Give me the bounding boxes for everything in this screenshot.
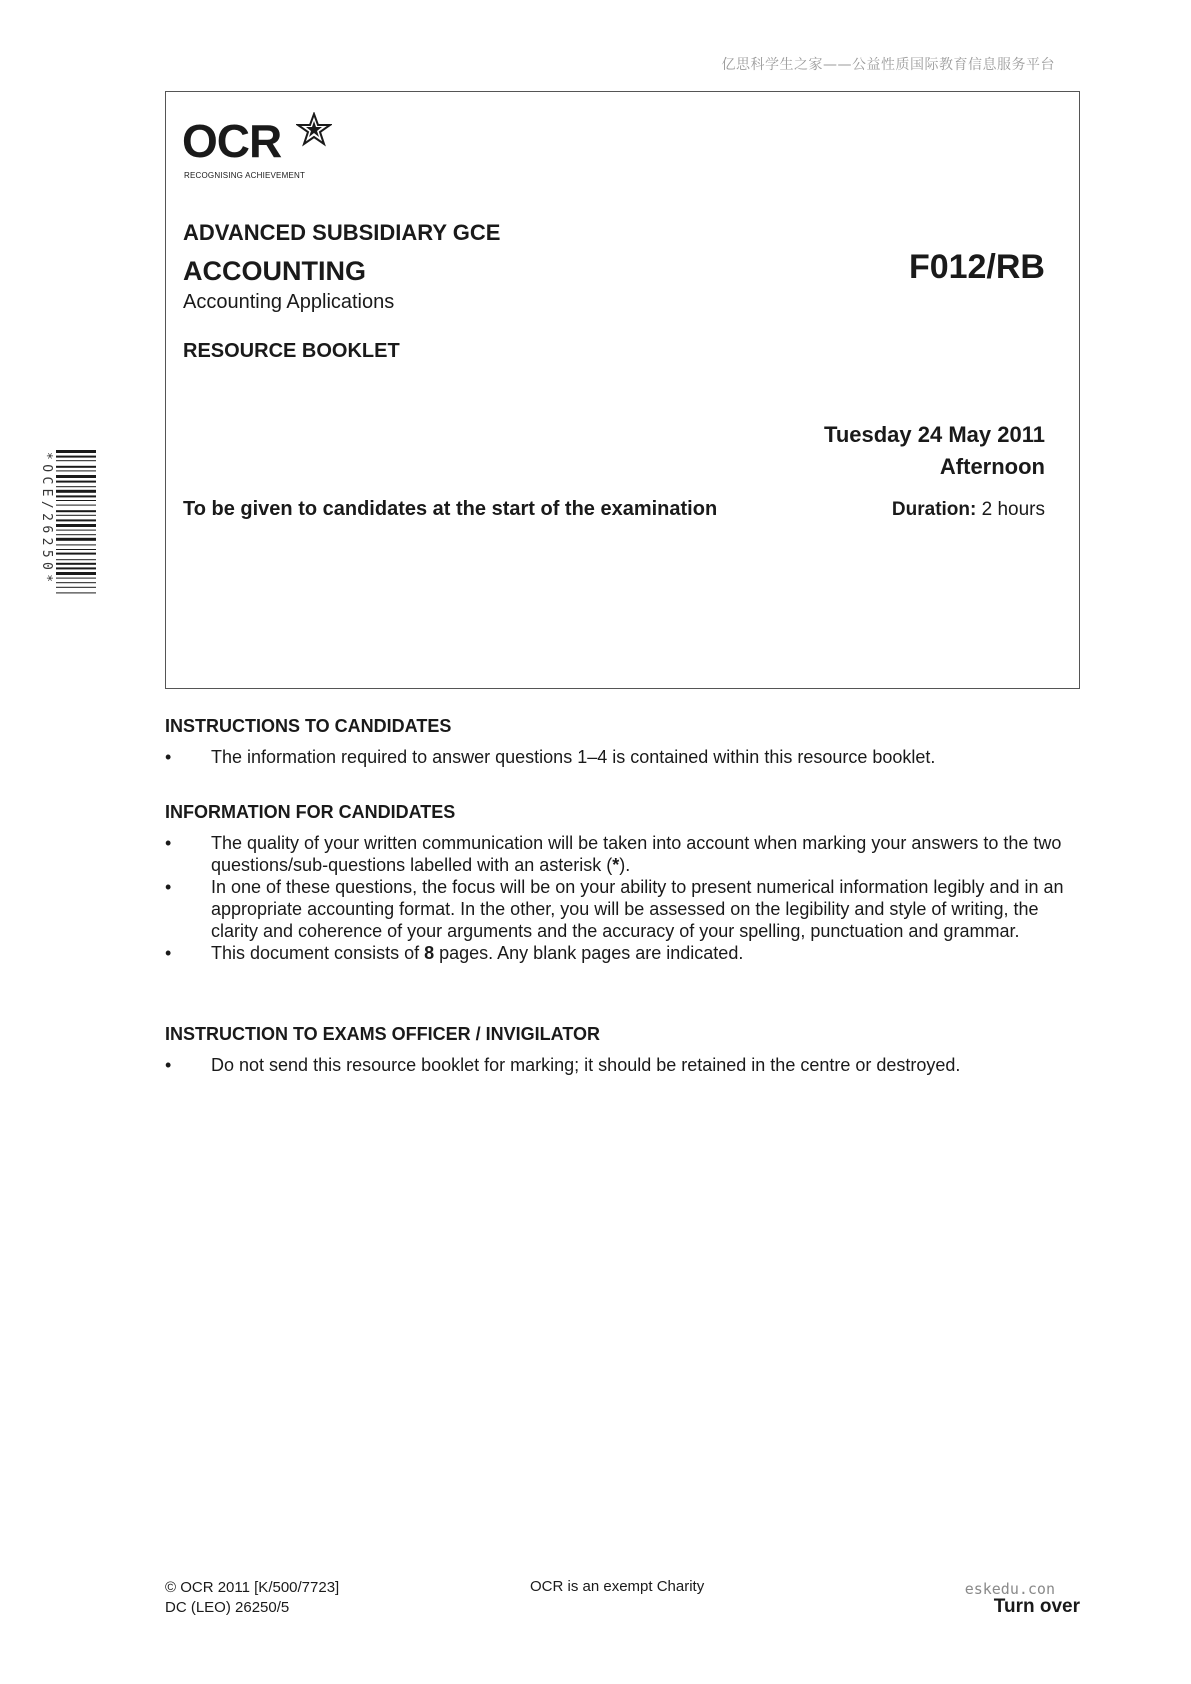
asterisk-mark: *: [612, 855, 620, 875]
barcode-bar: [56, 486, 96, 487]
barcode-bar: [56, 592, 96, 593]
exam-date: Tuesday 24 May 2011: [824, 422, 1045, 447]
barcode-bar: [56, 582, 96, 583]
barcode-bar: [56, 481, 96, 483]
barcode-bar: [56, 475, 96, 478]
barcode-text: *OCE/26250*: [39, 452, 54, 587]
ocr-logo: [182, 115, 342, 186]
duration-value: 2 hours: [981, 499, 1045, 520]
list-item: [165, 876, 1085, 942]
duration-label: Duration:: [891, 499, 977, 520]
barcode-bar: [56, 460, 96, 461]
barcode-bar: [56, 505, 96, 506]
bullet-glyph: •: [165, 943, 172, 963]
barcode-bar: [56, 519, 96, 521]
bullet-glyph: •: [165, 1055, 172, 1075]
barcode-bar: [56, 553, 96, 555]
list-item: [165, 832, 1085, 876]
unit-title: Accounting Applications: [183, 291, 395, 313]
turn-over: Turn over: [993, 1596, 1080, 1617]
subject-title: ACCOUNTING: [183, 256, 366, 286]
bullet-glyph: •: [165, 877, 172, 897]
given-notice: To be given to candidates at the start of the examination: [183, 498, 718, 520]
exam-session: Afternoon: [939, 454, 1045, 479]
officer-text: Do not send this resource booklet for marking; it should be retained in the centre or destroyed.: [211, 1055, 961, 1075]
qualification-title: ADVANCED SUBSIDIARY GCE: [183, 220, 501, 245]
barcode-bar: [56, 495, 96, 497]
information-list: [165, 832, 1085, 964]
paper-code: F012/RB: [908, 248, 1045, 286]
instructions-list: [165, 746, 1085, 768]
barcode-bar: [56, 500, 96, 501]
information-text: The quality of your written communication will be taken into account when marking your answers to the two questions/sub-questions labelled with an asterisk (*).: [211, 833, 1062, 875]
instruction-text: The information required to answer questions 1–4 is contained within this resource booklet.: [211, 747, 936, 767]
barcode-bar: [56, 530, 96, 531]
barcode-bar: [56, 538, 96, 541]
charity-note: OCR is an exempt Charity: [530, 1578, 705, 1595]
reference-line: DC (LEO) 26250/5: [165, 1599, 290, 1616]
list-item: [165, 1054, 1085, 1076]
barcode-bar: [56, 544, 96, 545]
bullet-glyph: •: [165, 747, 172, 767]
barcode-bar: [56, 567, 96, 569]
barcode-bar: [56, 510, 96, 512]
copyright-line: © OCR 2011 [K/500/7723]: [165, 1579, 340, 1596]
footer-copyright-block: [165, 1578, 339, 1618]
barcode-bar: [56, 515, 96, 516]
barcode-bar: [56, 549, 96, 550]
duration: [892, 499, 1045, 521]
barcode-bar: [56, 466, 96, 468]
barcode-bar: [56, 587, 96, 588]
bullet-glyph: •: [165, 833, 172, 853]
barcode-bar: [56, 534, 96, 535]
officer-list: [165, 1054, 1085, 1076]
star-icon: [296, 112, 332, 148]
barcode-bar: [56, 524, 96, 527]
barcode-bar: [56, 470, 96, 471]
barcode-bar: [56, 572, 96, 575]
barcode-bar: [56, 578, 96, 579]
logo-tagline: RECOGNISING ACHIEVEMENT: [184, 171, 306, 180]
barcode-bar: [56, 490, 96, 493]
barcode-bar: [56, 559, 96, 560]
site-watermark: eskedu.con: [964, 1580, 1055, 1598]
list-item: [165, 746, 1085, 768]
information-text: This document consists of 8 pages. Any blank pages are indicated.: [211, 943, 744, 963]
booklet-title: RESOURCE BOOKLET: [183, 340, 400, 362]
instructions-heading: INSTRUCTIONS TO CANDIDATES: [165, 716, 452, 736]
officer-heading: INSTRUCTION TO EXAMS OFFICER / INVIGILATOR: [165, 1024, 601, 1044]
watermark-header: 亿思科学生之家——公益性质国际教育信息服务平台: [721, 57, 1055, 73]
information-text: In one of these questions, the focus will be on your ability to present numerical information legibly and in an appropriate accounting format. In the other, you will be assessed on the legibility and style of writing, the clarity and coherence of your arguments and the accuracy of your spelling, punctuation and grammar.: [211, 877, 1064, 941]
page-count: 8: [424, 943, 435, 963]
logo-word: OCR: [182, 115, 282, 167]
barcode-bar: [56, 563, 96, 565]
information-heading: INFORMATION FOR CANDIDATES: [165, 802, 456, 822]
list-item: [165, 942, 1085, 964]
barcode-bar: [56, 450, 96, 453]
barcode-bar: [56, 456, 96, 458]
cover-panel: [165, 91, 1080, 689]
